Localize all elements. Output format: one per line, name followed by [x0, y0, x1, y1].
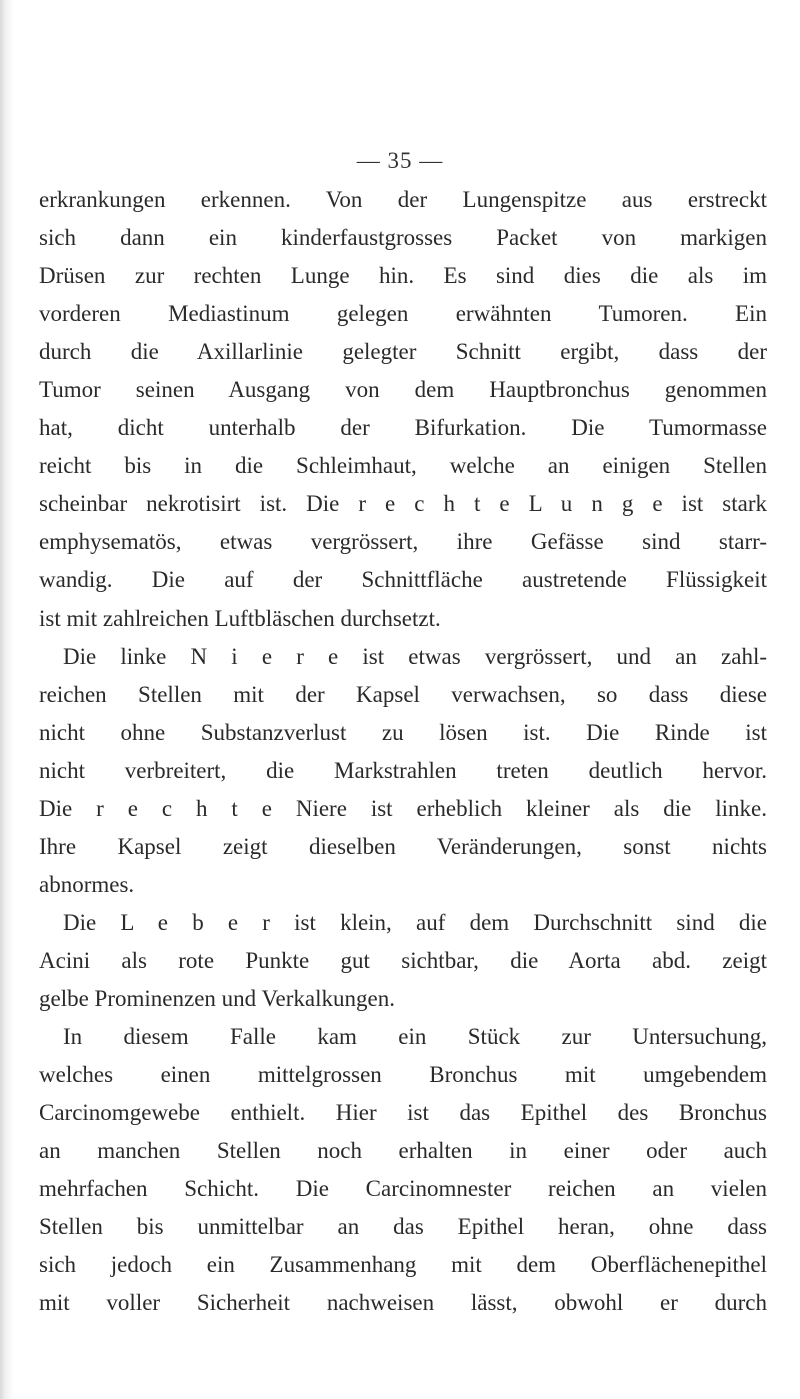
text-line: an manchen Stellen noch erhalten in einer oder auch: [39, 1138, 767, 1164]
text-line: Carcinomgewebe enthielt. Hier ist das Epithel des Bronchus: [39, 1100, 767, 1126]
text-line: reicht bis in die Schleimhaut, welche an einigen Stellen: [39, 453, 767, 479]
text-line: reichen Stellen mit der Kapsel verwachsen, so dass diese: [39, 681, 767, 707]
text-line: sich jedoch ein Zusammenhang mit dem Oberflächenepithel: [39, 1252, 767, 1278]
text-line: gelbe Prominenzen und Verkalkungen.: [39, 985, 395, 1011]
text-line: wandig. Die auf der Schnittfläche austretende Flüssigkeit: [39, 567, 767, 593]
text-line: Drüsen zur rechten Lunge hin. Es sind dies die als im: [39, 263, 767, 289]
text-line: hat, dicht unterhalb der Bifurkation. Die Tumormasse: [39, 415, 767, 441]
text-line: Acini als rote Punkte gut sichtbar, die Aorta abd. zeigt: [39, 947, 767, 973]
text-line: nicht ohne Substanzverlust zu lösen ist. Die Rinde ist: [39, 719, 767, 745]
text-line: welches einen mittelgrossen Bronchus mit umgebendem: [39, 1062, 767, 1088]
text-line: Ihre Kapsel zeigt dieselben Veränderungen, sonst nichts: [39, 833, 767, 859]
text-line: Die linke N i e r e ist etwas vergrössert, und an zahl-: [63, 643, 767, 669]
text-line: ist mit zahlreichen Luftbläschen durchsetzt.: [39, 605, 441, 631]
text-line: nicht verbreitert, die Markstrahlen treten deutlich hervor.: [39, 757, 767, 783]
text-line: abnormes.: [39, 871, 135, 897]
body-text: [39, 181, 767, 1322]
text-line: mehrfachen Schicht. Die Carcinomnester reichen an vielen: [39, 1176, 767, 1202]
page-number: — 35 —: [356, 148, 444, 173]
text-line: Die L e b e r ist klein, auf dem Durchschnitt sind die: [63, 909, 767, 935]
text-line: erkrankungen erkennen. Von der Lungenspitze aus erstreckt: [39, 187, 767, 212]
text-line: Tumor seinen Ausgang von dem Hauptbronchus genommen: [39, 377, 767, 403]
text-line: durch die Axillarlinie gelegter Schnitt ergibt, dass der: [39, 339, 767, 365]
text-line: emphysematös, etwas vergrössert, ihre Gefässe sind starr-: [39, 529, 767, 555]
text-line: vorderen Mediastinum gelegen erwähnten Tumoren. Ein: [39, 301, 767, 327]
text-line: Stellen bis unmittelbar an das Epithel heran, ohne dass: [39, 1214, 767, 1240]
text-line: In diesem Falle kam ein Stück zur Untersuchung,: [63, 1024, 767, 1050]
text-line: sich dann ein kinderfaustgrosses Packet von markigen: [39, 225, 767, 251]
text-line: scheinbar nekrotisirt ist. Die r e c h t e L u n g e ist stark: [39, 491, 767, 517]
text-line: Die r e c h t e Niere ist erheblich kleiner als die linke.: [39, 795, 767, 821]
text-line: mit voller Sicherheit nachweisen lässt, obwohl er durch: [39, 1290, 767, 1316]
